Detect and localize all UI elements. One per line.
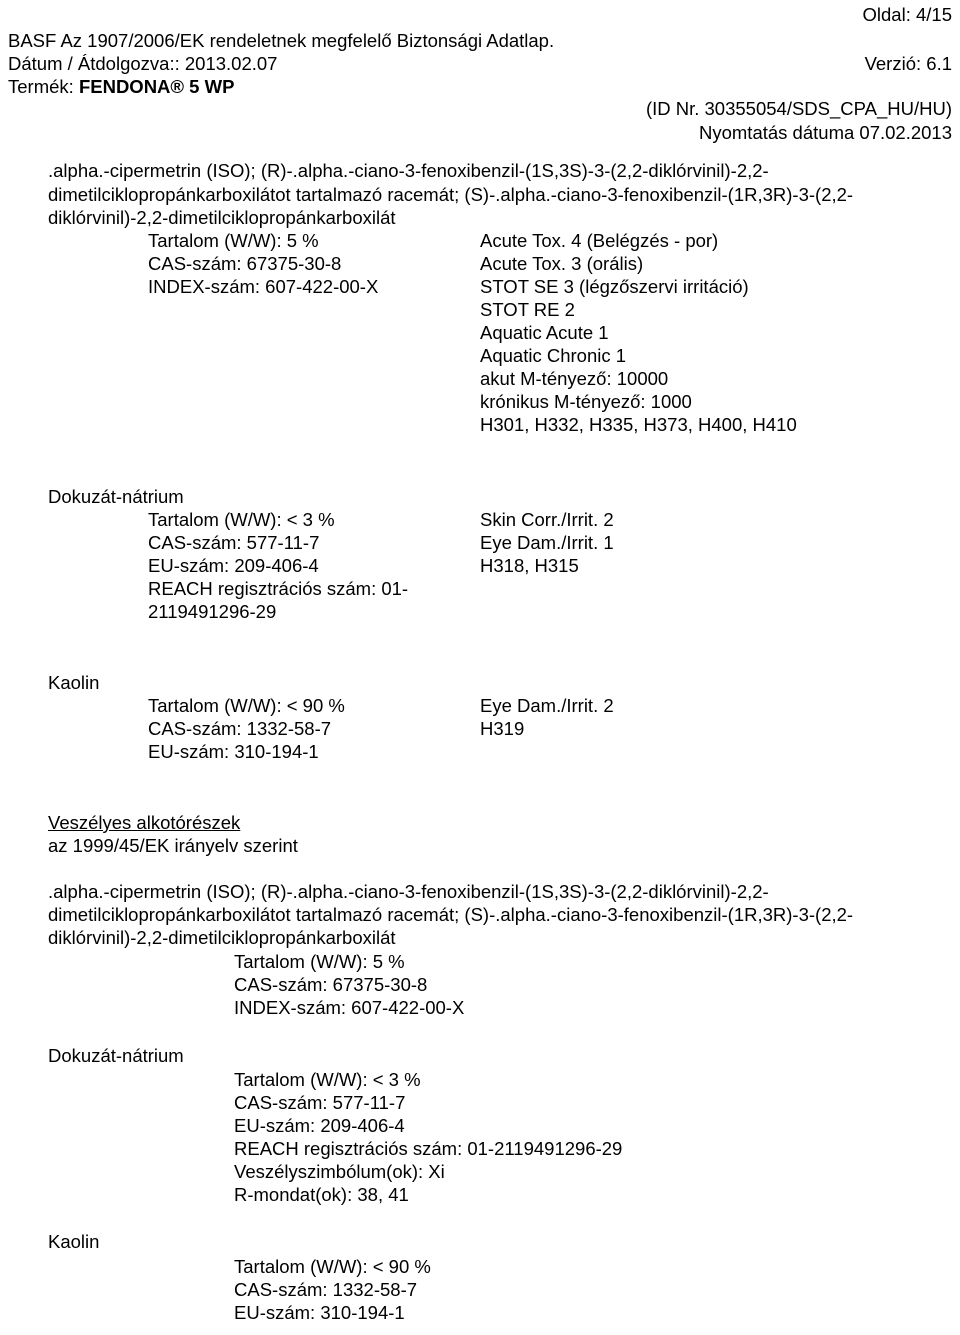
index-number: INDEX-szám: 607-422-00-X	[234, 997, 465, 1018]
cas-number: CAS-szám: 1332-58-7	[234, 1279, 418, 1300]
eu-number: EU-szám: 209-406-4	[148, 555, 319, 576]
hazard-class: Eye Dam./Irrit. 1	[480, 532, 614, 553]
substance-name: Dokuzát-nátrium	[48, 1045, 184, 1066]
m-factor: akut M-tényező: 10000	[480, 368, 669, 389]
hazard-class: Skin Corr./Irrit. 2	[480, 509, 614, 530]
hazard-class: STOT RE 2	[480, 299, 575, 320]
cas-number: CAS-szám: 67375-30-8	[148, 253, 342, 274]
reach-number: 2119491296-29	[148, 601, 277, 622]
substance-name: Dokuzát-nátrium	[48, 486, 184, 507]
content-percentage: Tartalom (W/W): < 3 %	[234, 1069, 421, 1090]
product-label: Termék:	[8, 76, 79, 97]
id-number: (ID Nr. 30355054/SDS_CPA_HU/HU)	[645, 98, 952, 119]
cas-number: CAS-szám: 577-11-7	[148, 532, 320, 553]
content-percentage: Tartalom (W/W): 5 %	[148, 230, 319, 251]
print-date: Nyomtatás dátuma 07.02.2013	[699, 122, 952, 143]
hazard-symbols: Veszélyszimbólum(ok): Xi	[234, 1161, 445, 1182]
eu-number: EU-szám: 209-406-4	[234, 1115, 405, 1136]
document-title: BASF Az 1907/2006/EK rendeletnek megfelelő Biztonsági Adatlap.	[8, 30, 555, 51]
hazard-class: Eye Dam./Irrit. 2	[480, 695, 614, 716]
hazard-class: Aquatic Chronic 1	[480, 345, 627, 366]
hazard-statements: H301, H332, H335, H373, H400, H410	[480, 414, 797, 435]
index-number: INDEX-szám: 607-422-00-X	[148, 276, 379, 297]
eu-number: EU-szám: 310-194-1	[234, 1302, 405, 1323]
hazard-class: Aquatic Acute 1	[480, 322, 609, 343]
cas-number: CAS-szám: 577-11-7	[234, 1092, 406, 1113]
hazard-class: Acute Tox. 4 (Belégzés - por)	[480, 230, 719, 251]
eu-number: EU-szám: 310-194-1	[148, 741, 319, 762]
substance-name-line: .alpha.-cipermetrin (ISO); (R)-.alpha.-ciano-3-fenoxibenzil-(1S,3S)-3-(2,2-diklórvinil)-2,2-	[48, 160, 769, 181]
content-percentage: Tartalom (W/W): < 90 %	[148, 695, 345, 716]
product-line	[8, 75, 234, 98]
section-subheading: az 1999/45/EK irányelv szerint	[48, 835, 298, 856]
hazard-class: Acute Tox. 3 (orális)	[480, 253, 644, 274]
hazard-statements: H319	[480, 718, 525, 739]
substance-name-line: diklórvinil)-2,2-dimetilciklopropánkarboxilát	[48, 207, 396, 228]
substance-name: Kaolin	[48, 672, 100, 693]
revision-date: Dátum / Átdolgozva:: 2013.02.07	[8, 53, 278, 74]
section-heading: Veszélyes alkotórészek	[48, 812, 241, 833]
cas-number: CAS-szám: 1332-58-7	[148, 718, 332, 739]
substance-name: Kaolin	[48, 1231, 100, 1252]
content-percentage: Tartalom (W/W): 5 %	[234, 951, 405, 972]
reach-number: REACH regisztrációs szám: 01-	[148, 578, 409, 599]
substance-name-line: dimetilciklopropánkarboxilátot tartalmazó racemát; (S)-.alpha.-ciano-3-fenoxibenzil-(1R,3R)-3-(2,2-	[48, 904, 854, 925]
cas-number: CAS-szám: 67375-30-8	[234, 974, 428, 995]
hazard-class: STOT SE 3 (légzőszervi irritáció)	[480, 276, 749, 297]
page-number: Oldal: 4/15	[862, 4, 952, 25]
m-factor: krónikus M-tényező: 1000	[480, 391, 692, 412]
substance-name-line: .alpha.-cipermetrin (ISO); (R)-.alpha.-ciano-3-fenoxibenzil-(1S,3S)-3-(2,2-diklórvinil)-2,2-	[48, 881, 769, 902]
product-name: FENDONA® 5 WP	[78, 76, 235, 97]
content-percentage: Tartalom (W/W): < 3 %	[148, 509, 335, 530]
reach-number: REACH regisztrációs szám: 01-2119491296-29	[234, 1138, 623, 1159]
substance-name-line: diklórvinil)-2,2-dimetilciklopropánkarboxilát	[48, 927, 396, 948]
version: Verzió: 6.1	[864, 53, 952, 74]
substance-name-line: dimetilciklopropánkarboxilátot tartalmazó racemát; (S)-.alpha.-ciano-3-fenoxibenzil-(1R,3R)-3-(2,2-	[48, 184, 854, 205]
hazard-statements: H318, H315	[480, 555, 579, 576]
content-percentage: Tartalom (W/W): < 90 %	[234, 1256, 431, 1277]
risk-phrases: R-mondat(ok): 38, 41	[234, 1184, 409, 1205]
